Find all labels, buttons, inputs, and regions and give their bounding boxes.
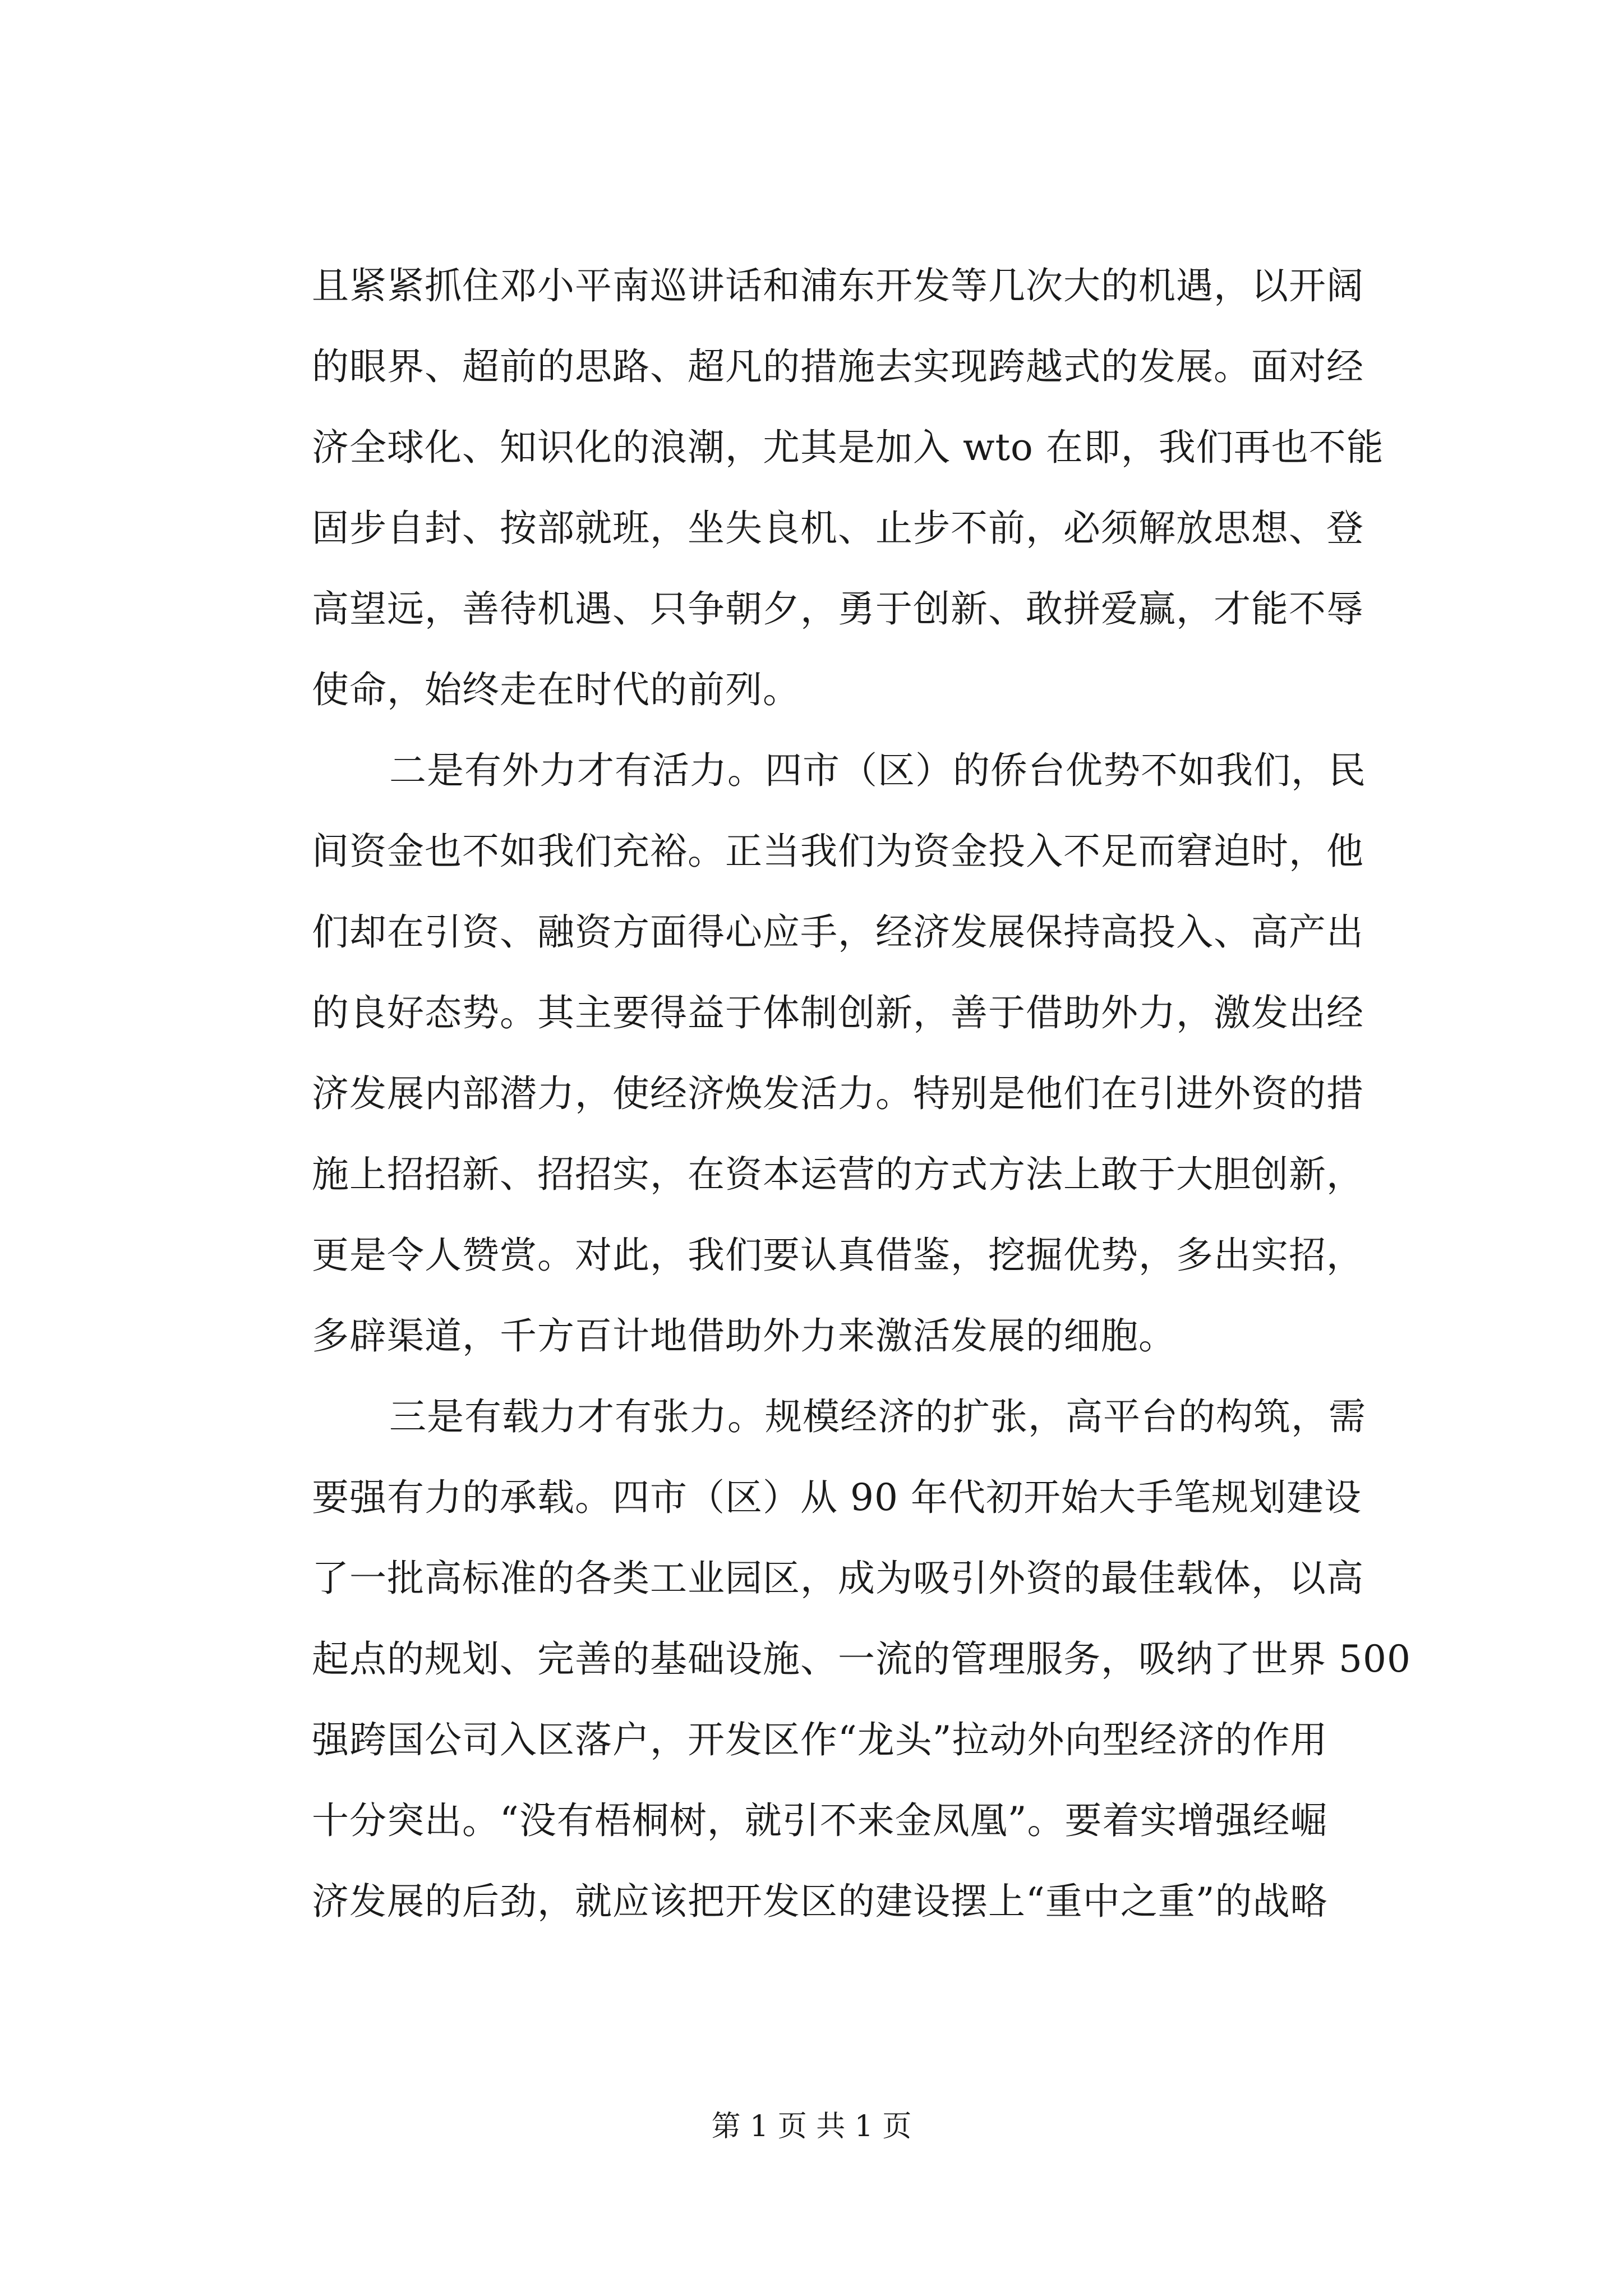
text-line: 二是有外力才有活力。四市（区）的侨台优势不如我们，民 bbox=[389, 749, 1366, 792]
text-line: 了一批高标准的各类工业园区，成为吸引外资的最佳载体，以高 bbox=[312, 1557, 1364, 1600]
text-line: 济发展内部潜力，使经济焕发活力。特别是他们在引进外资的措 bbox=[312, 1072, 1364, 1115]
text-line: 十分突出。“没有梧桐树，就引不来金凤凰”。要着实增强经崛 bbox=[312, 1799, 1328, 1842]
page-footer: 第 1 页 共 1 页 bbox=[711, 2110, 912, 2143]
text-line: 起点的规划、完善的基础设施、一流的管理服务，吸纳了世界 500 bbox=[312, 1637, 1411, 1681]
text-line: 要强有力的承载。四市（区）从 90 年代初开始大手笔规划建设 bbox=[312, 1476, 1362, 1519]
text-line: 三是有载力才有张力。规模经济的扩张，高平台的构筑，需 bbox=[389, 1395, 1366, 1438]
text-line: 的良好态势。其主要得益于体制创新，善于借助外力，激发出经 bbox=[312, 991, 1364, 1034]
text-line: 使命，始终走在时代的前列。 bbox=[312, 668, 800, 711]
body-text bbox=[312, 246, 1411, 1942]
text-line: 济全球化、知识化的浪潮，尤其是加入 wto 在即，我们再也不能 bbox=[312, 426, 1384, 469]
text-line: 更是令人赞赏。对此，我们要认真借鉴，挖掘优势，多出实招， bbox=[312, 1234, 1364, 1277]
text-line: 济发展的后劲，就应该把开发区的建设摆上“重中之重”的战略 bbox=[312, 1880, 1328, 1923]
text-line: 间资金也不如我们充裕。正当我们为资金投入不足而窘迫时，他 bbox=[312, 830, 1364, 873]
text-line: 的眼界、超前的思路、超凡的措施去实现跨越式的发展。面对经 bbox=[312, 345, 1364, 388]
text-line: 们却在引资、融资方面得心应手，经济发展保持高投入、高产出 bbox=[312, 910, 1364, 954]
text-line: 高望远，善待机遇、只争朝夕，勇于创新、敢拼爱赢，才能不辱 bbox=[312, 587, 1364, 631]
text-line: 且紧紧抓住邓小平南巡讲话和浦东开发等几次大的机遇，以开阔 bbox=[312, 264, 1364, 307]
text-line: 固步自封、按部就班，坐失良机、止步不前，必须解放思想、登 bbox=[312, 507, 1364, 550]
text-line: 多辟渠道，千方百计地借助外力来激活发展的细胞。 bbox=[312, 1314, 1176, 1358]
text-line: 强跨国公司入区落户，开发区作“龙头”拉动外向型经济的作用 bbox=[312, 1718, 1328, 1761]
text-line: 施上招招新、招招实，在资本运营的方式方法上敢于大胆创新， bbox=[312, 1153, 1364, 1196]
